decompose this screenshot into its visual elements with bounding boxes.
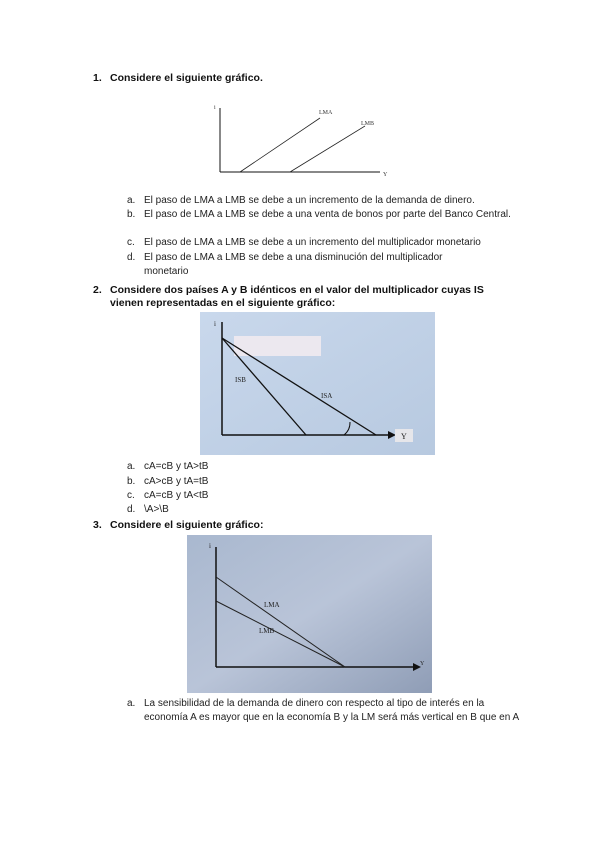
x-axis-label: Y [401, 432, 407, 441]
option-text: cA=cB y tA<tB [144, 490, 209, 501]
y-axis-label: i [209, 542, 211, 550]
option-letter: a. [127, 698, 136, 709]
option-text: El paso de LMA a LMB se debe a un incremento del multiplicador monetario [144, 237, 481, 248]
option-text: \A>\B [144, 504, 169, 515]
option-text: La sensibilidad de la demanda de dinero con respecto al tipo de interés en la economía A es mayor que en la economía B y la LM será más vertical en B que en A [144, 698, 520, 723]
option-text: cA>cB y tA=tB [144, 476, 209, 487]
option-letter: c. [127, 237, 135, 248]
lmb-curve [290, 126, 365, 172]
isa-label: ISA [321, 392, 333, 400]
question-text: Considere el siguiente gráfico. [110, 72, 263, 84]
question-number: 3. [93, 519, 102, 531]
lma-label: LMA [264, 601, 280, 609]
option-letter: c. [127, 490, 135, 501]
option-text: cA=cB y tA>tB [144, 461, 209, 472]
option-letter: b. [127, 476, 136, 487]
covered-label-box [234, 336, 321, 356]
is-curves-figure [200, 312, 435, 455]
option-letter: d. [127, 252, 136, 263]
option-letter: b. [127, 209, 136, 220]
question-number: 2. [93, 284, 102, 296]
x-axis-label: Y [383, 172, 388, 178]
option-letter: a. [127, 195, 136, 206]
lm-slopes-figure [187, 535, 432, 693]
option-letter: d. [127, 504, 136, 515]
option-letter: a. [127, 461, 136, 472]
lm-shift-figure [205, 100, 390, 180]
y-axis-label: i [214, 320, 216, 328]
y-axis-label: i [214, 105, 216, 111]
isb-label: ISB [235, 376, 246, 384]
lma-label: LMA [319, 110, 333, 116]
option-text: El paso de LMA a LMB se debe a una venta de bonos por parte del Banco Central. [144, 209, 511, 220]
question-text: Considere el siguiente gráfico: [110, 519, 264, 531]
lmb-label: LMB [361, 121, 375, 127]
x-axis-label: Y [420, 661, 425, 667]
question-text: Considere dos países A y B idénticos en el valor del multiplicador cuyas IS vienen representadas en el siguiente gráfico: [110, 284, 484, 309]
lma-curve [240, 118, 320, 172]
photo-background [187, 535, 432, 693]
option-text: El paso de LMA a LMB se debe a una disminución del multiplicador monetario [144, 252, 443, 277]
option-text: El paso de LMA a LMB se debe a un incremento de la demanda de dinero. [144, 195, 475, 206]
question-number: 1. [93, 72, 102, 84]
lmb-label: LMB [259, 627, 275, 635]
